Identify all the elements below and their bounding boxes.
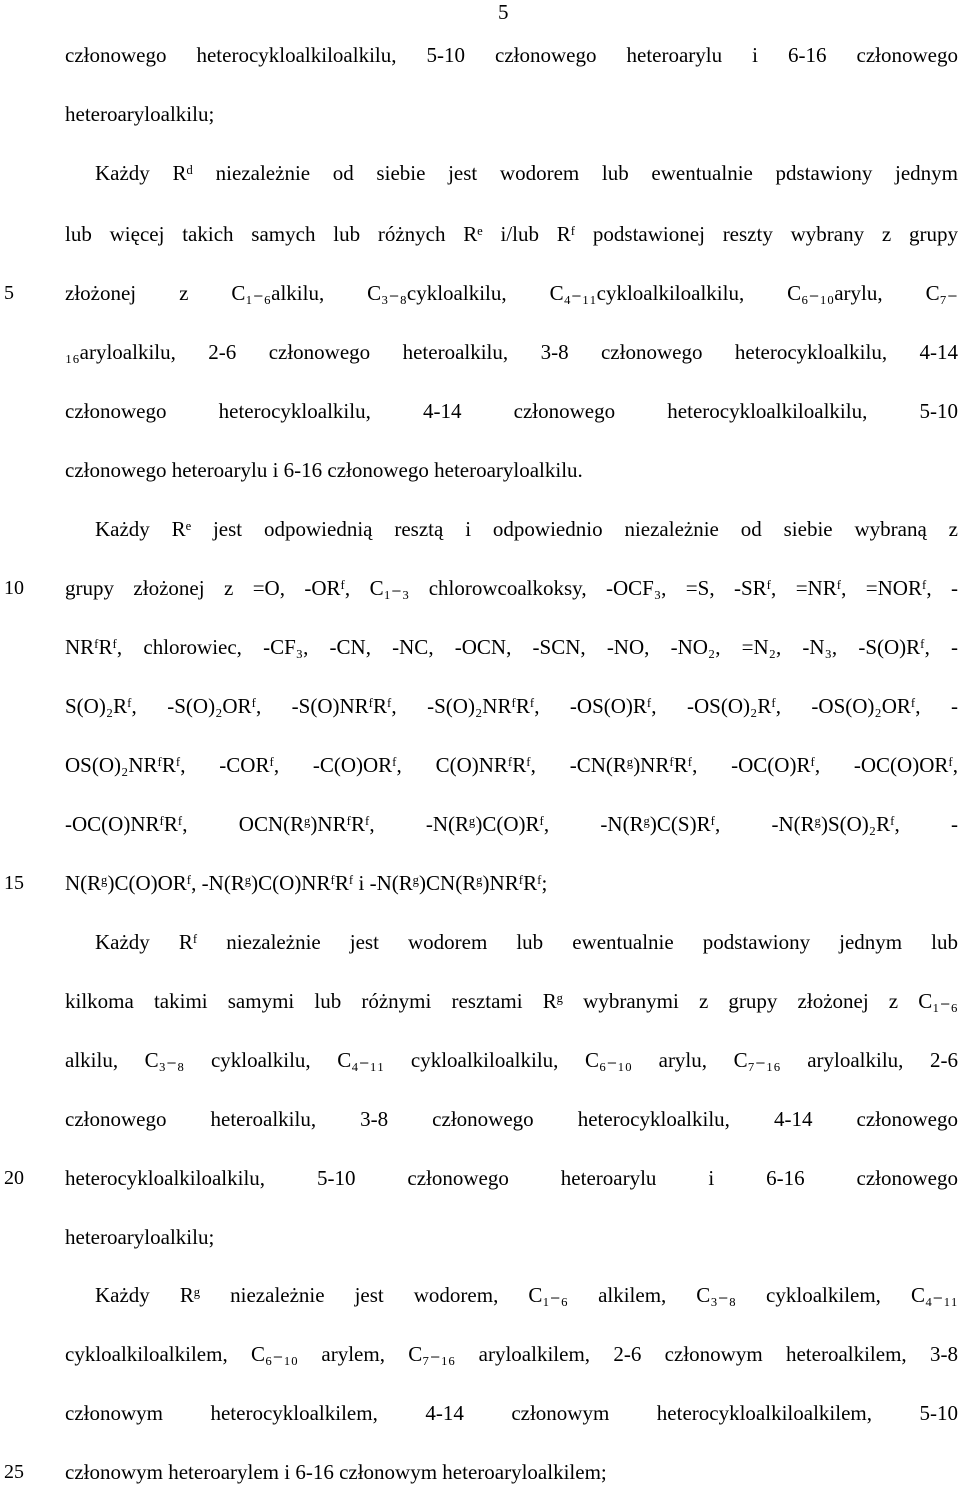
paragraph-rf-line: Każdy Rᶠ niezależnie jest wodorem lub ewentualnie podstawiony jednym lub: [95, 930, 958, 954]
text-line: członowego heteroalkilu, 3-8 członowego heterocykloalkilu, 4-14 członowego: [65, 1107, 958, 1131]
line-number-25: 25: [4, 1461, 24, 1483]
text-line: kilkoma takimi samymi lub różnymi resztami Rᵍ wybranymi z grupy złożonej z C₁₋₆: [65, 989, 958, 1013]
page-number: 5: [498, 0, 509, 24]
text-line: złożonej z C₁₋₆alkilu, C₃₋₈cykloalkilu, C₄₋₁₁cykloalkiloalkilu, C₆₋₁₀arylu, C₇₋: [65, 281, 958, 305]
text-line: grupy złożonej z =O, -ORᶠ, C₁₋₃ chlorowcoalkoksy, -OCF₃, =S, -SRᶠ, =NRᶠ, =NORᶠ, -: [65, 576, 958, 600]
text-line: członowego heterocykloalkilu, 4-14 członowego heterocykloalkiloalkilu, 5-10: [65, 399, 958, 423]
text-line: heteroaryloalkilu;: [65, 102, 215, 126]
line-number-5: 5: [4, 282, 14, 304]
line-number-10: 10: [4, 577, 24, 599]
text-line: ₁₆aryloalkilu, 2-6 członowego heteroalkilu, 3-8 członowego heterocykloalkilu, 4-14: [65, 340, 958, 364]
text-line: OS(O)₂NRᶠRᶠ, -CORᶠ, -C(O)ORᶠ, C(O)NRᶠRᶠ, -CN(Rᵍ)NRᶠRᶠ, -OC(O)Rᶠ, -OC(O)ORᶠ,: [65, 753, 958, 777]
text-line: członowym heteroarylem i 6-16 członowym heteroaryloalkilem;: [65, 1460, 607, 1484]
text-line: S(O)₂Rᶠ, -S(O)₂ORᶠ, -S(O)NRᶠRᶠ, -S(O)₂NRᶠRᶠ, -OS(O)Rᶠ, -OS(O)₂Rᶠ, -OS(O)₂ORᶠ, -: [65, 694, 958, 718]
text-line: NRᶠRᶠ, chlorowiec, -CF₃, -CN, -NC, -OCN, -SCN, -NO, -NO₂, =N₂, -N₃, -S(O)Rᶠ, -: [65, 635, 958, 659]
text-line: lub więcej takich samych lub różnych Rᵉ i/lub Rᶠ podstawionej reszty wybrany z grupy: [65, 222, 958, 246]
text-line: cykloalkiloalkilem, C₆₋₁₀ arylem, C₇₋₁₆ aryloalkilem, 2-6 członowym heteroalkilem, 3-8: [65, 1342, 958, 1366]
text-line: członowego heterocykloalkiloalkilu, 5-10 członowego heteroarylu i 6-16 członowego: [65, 43, 958, 67]
paragraph-rg-line: Każdy Rᵍ niezależnie jest wodorem, C₁₋₆ alkilem, C₃₋₈ cykloalkilem, C₄₋₁₁: [95, 1283, 958, 1307]
line-number-15: 15: [4, 872, 24, 894]
text-line: N(Rᵍ)C(O)ORᶠ, -N(Rᵍ)C(O)NRᶠRᶠ i -N(Rᵍ)CN(Rᵍ)NRᶠRᶠ;: [65, 871, 548, 895]
text-line: alkilu, C₃₋₈ cykloalkilu, C₄₋₁₁ cykloalkiloalkilu, C₆₋₁₀ arylu, C₇₋₁₆ aryloalkilu, 2-6: [65, 1048, 958, 1072]
line-number-20: 20: [4, 1167, 24, 1189]
text-line: heteroaryloalkilu;: [65, 1225, 215, 1249]
text-line: heterocykloalkiloalkilu, 5-10 członowego heteroarylu i 6-16 członowego: [65, 1166, 958, 1190]
text-line: -OC(O)NRᶠRᶠ, OCN(Rᵍ)NRᶠRᶠ, -N(Rᵍ)C(O)Rᶠ, -N(Rᵍ)C(S)Rᶠ, -N(Rᵍ)S(O)₂Rᶠ, -: [65, 812, 958, 836]
paragraph-rd-line: Każdy Rᵈ niezależnie od siebie jest wodorem lub ewentualnie pdstawiony jednym: [95, 161, 958, 185]
text-line: członowym heterocykloalkilem, 4-14 członowym heterocykloalkiloalkilem, 5-10: [65, 1401, 958, 1425]
paragraph-re-line: Każdy Rᵉ jest odpowiednią resztą i odpowiednio niezależnie od siebie wybraną z: [95, 517, 958, 541]
text-line: członowego heteroarylu i 6-16 członowego heteroaryloalkilu.: [65, 458, 583, 482]
